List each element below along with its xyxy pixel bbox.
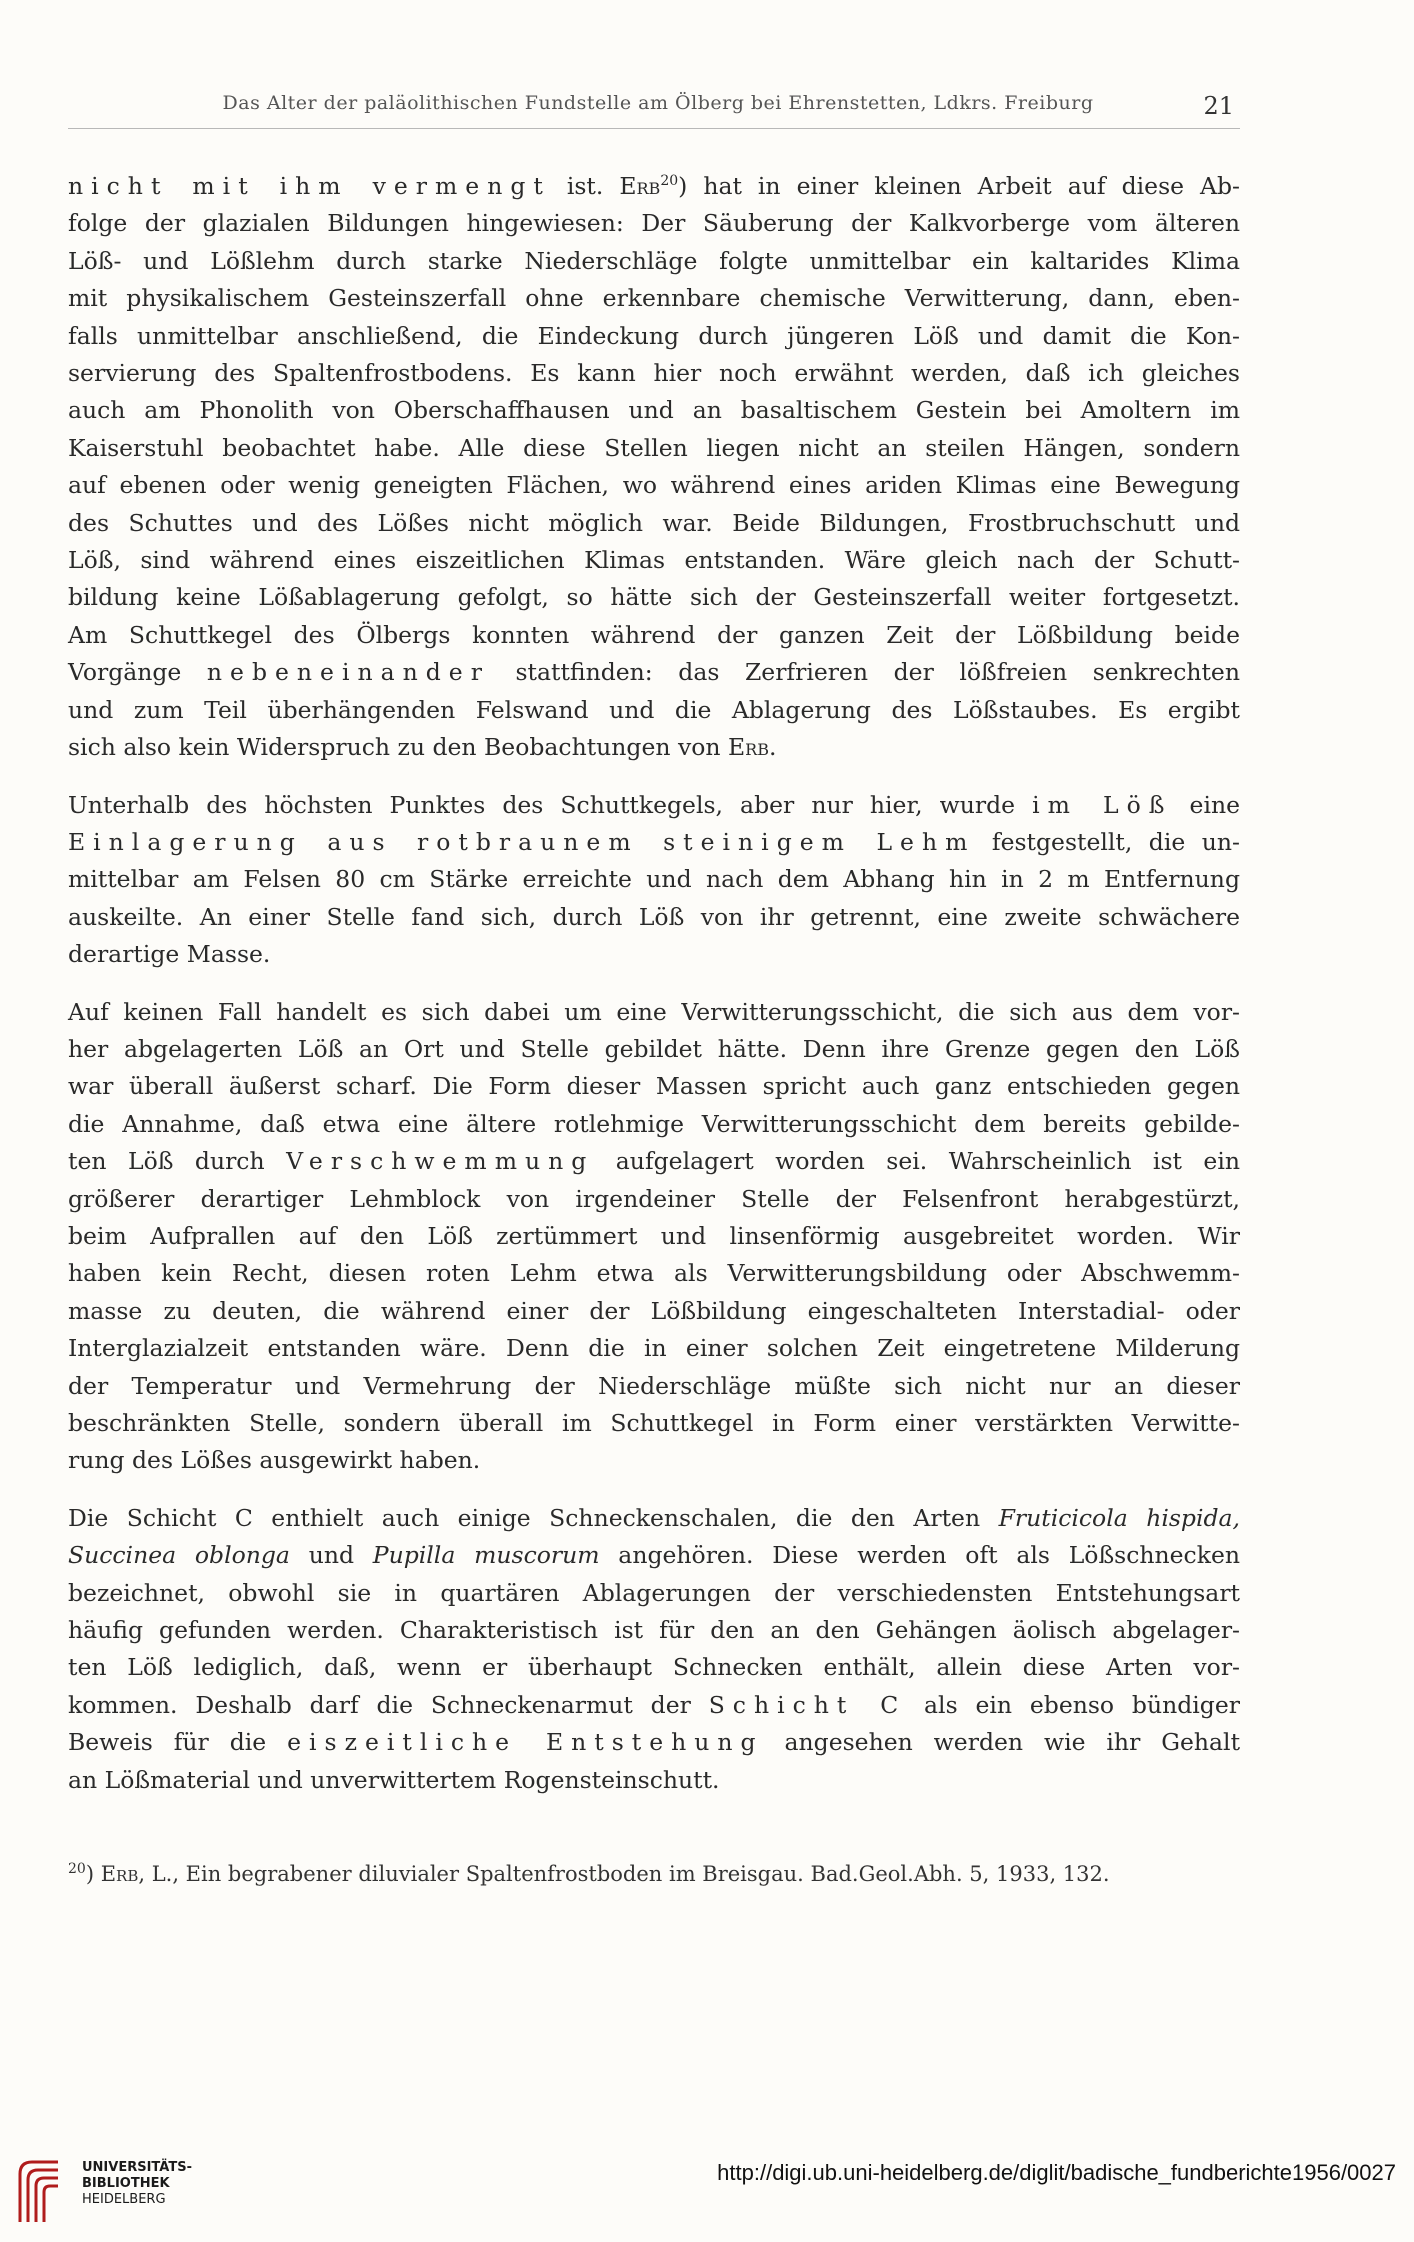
text-line: [68, 168, 1240, 205]
text-line: [68, 1031, 1240, 1068]
text-run: mit physikalischem Gesteinszerfall ohne erkennbare chemische Verwitterung, dann, eben-: [68, 284, 1240, 313]
text-run: Am Schuttkegel des Ölbergs konnten während der ganzen Zeit der Lößbildung beide: [68, 620, 1240, 649]
text-run: auskeilte. An einer Stelle fand sich, durch Löß von ihr getrennt, eine zweite schwächere: [68, 902, 1240, 931]
text-line: [68, 936, 1240, 973]
text-line: [68, 994, 1240, 1031]
text-run: Die Schicht C enthielt auch einige Schneckenschalen, die den Arten: [68, 1503, 999, 1532]
text-run: Interglazialzeit entstanden wäre. Denn die in einer solchen Zeit eingetretene Milderung: [68, 1334, 1240, 1363]
text-line: [68, 1068, 1240, 1105]
text-run: angesehen werden wie ihr Gehalt: [763, 1728, 1241, 1757]
text-run: bildung keine Lößablagerung gefolgt, so hätte sich der Gesteinszerfall weiter fortgesetzt.: [68, 583, 1240, 612]
text-run: und: [289, 1541, 373, 1570]
text-line: [68, 1218, 1240, 1255]
text-line: [68, 1293, 1240, 1330]
spaced-emphasis: nicht mit ihm vermengt: [68, 172, 551, 200]
text-run: ten Löß durch: [68, 1147, 287, 1176]
text-run: angehören. Diese werden oft als Lößschnecken: [599, 1541, 1240, 1570]
text-line: [68, 505, 1240, 542]
text-run: Löß, sind während eines eiszeitlichen Klimas entstanden. Wäre gleich nach der Schutt-: [68, 546, 1240, 575]
text-line: [68, 355, 1240, 392]
text-run: auf ebenen oder wenig geneigten Flächen, wo während eines ariden Klimas eine Bewegung: [68, 471, 1240, 500]
text-line: [68, 1405, 1240, 1442]
text-run: bezeichnet, obwohl sie in quartären Ablagerungen der verschiedensten Entstehungsart: [68, 1578, 1240, 1607]
text-line: [68, 243, 1240, 280]
text-run: ist.: [550, 172, 620, 200]
text-line: [68, 1762, 1240, 1799]
library-name: [82, 2160, 192, 2208]
spaced-emphasis: im Löß: [1032, 790, 1173, 819]
text-run: ) hat in einer kleinen Arbeit auf diese Ab-: [678, 172, 1240, 200]
text-run: größerer derartiger Lehmblock von irgendeiner Stelle der Felsenfront herabgestürzt,: [68, 1184, 1240, 1213]
text-run: eine: [1172, 790, 1240, 819]
text-line: [68, 1255, 1240, 1292]
text-line: [68, 1575, 1240, 1612]
text-run: häufig gefunden werden. Charakteristisch ist für den an den Gehängen äolisch abgelager-: [68, 1616, 1240, 1645]
text-line: [68, 579, 1240, 616]
author-name: Erb: [619, 172, 661, 200]
text-line: [68, 1724, 1240, 1761]
spaced-emphasis: eiszeitliche Entstehung: [287, 1728, 764, 1757]
text-run: Vorgänge: [68, 658, 207, 687]
text-line: [68, 1143, 1240, 1180]
text-run: .: [768, 733, 777, 762]
text-run: aufgelagert worden sei. Wahrscheinlich ist ein: [594, 1147, 1240, 1176]
text-line: [68, 692, 1240, 729]
text-line: [68, 280, 1240, 317]
text-line: [68, 318, 1240, 355]
spaced-emphasis: Verschwemmung: [286, 1147, 595, 1176]
text-run: beim Aufprallen auf den Löß zertümmert und linsenförmig ausgebreitet worden. Wir: [68, 1221, 1240, 1250]
text-run: Beweis für die: [68, 1728, 288, 1757]
text-line: [68, 899, 1240, 936]
text-run: folge der glazialen Bildungen hingewiesen: Der Säuberung der Kalkvorberge vom älteren: [68, 209, 1240, 238]
text-run: kommen. Deshalb darf die Schneckenarmut der: [68, 1690, 709, 1719]
text-run: falls unmittelbar anschließend, die Eindeckung durch jüngeren Löß und damit die Kon-: [68, 321, 1240, 350]
footnote-text: , L., Ein begrabener diluvialer Spaltenfrostboden im Breisgau. Bad.Geol.Abh. 5, 1933, 132.: [138, 1862, 1110, 1886]
text-run: war überall äußerst scharf. Die Form dieser Massen spricht auch ganz entschieden gegen: [68, 1072, 1240, 1101]
italic-species-name: Succinea oblonga: [68, 1541, 290, 1570]
paragraph: [68, 994, 1240, 1480]
paragraph: [68, 1500, 1240, 1799]
text-line: [68, 1330, 1240, 1367]
body-text: [68, 168, 1240, 1819]
text-run: beschränkten Stelle, sondern überall im Schuttkegel in Form einer verstärkten Verwitte-: [68, 1409, 1240, 1437]
text-line: [68, 1612, 1240, 1649]
text-run: rung des Lößes ausgewirkt haben.: [68, 1446, 481, 1475]
text-line: [68, 430, 1240, 467]
footnote-author: Erb: [100, 1862, 139, 1886]
page-number: 21: [1203, 92, 1234, 120]
text-run: des Schuttes und des Lößes nicht möglich war. Beide Bildungen, Frostbruchschutt und: [68, 508, 1240, 537]
spaced-emphasis: Schicht C: [708, 1690, 907, 1719]
text-line: [68, 824, 1240, 861]
spaced-emphasis: Einlagerung aus rotbraunem steinigem Lehm: [68, 827, 976, 856]
text-line: [68, 729, 1240, 766]
paragraph: [68, 787, 1240, 974]
library-name-line1: UNIVERSITÄTS-: [82, 2160, 192, 2175]
text-line: [68, 1368, 1240, 1405]
text-run: her abgelagerten Löß an Ort und Stelle gebildet hätte. Denn ihre Grenze gegen den Löß: [68, 1034, 1240, 1063]
text-run: mittelbar am Felsen 80 cm Stärke erreichte und nach dem Abhang hin in 2 m Entfernung: [68, 865, 1240, 894]
footnote-ref: 20: [660, 173, 679, 190]
spaced-emphasis: nebeneinander: [206, 658, 490, 687]
text-run: servierung des Spaltenfrostbodens. Es kann hier noch erwähnt werden, daß ich gleiches: [68, 359, 1240, 388]
italic-species-name: Pupilla muscorum: [372, 1541, 600, 1570]
footnote-marker: 20: [68, 1861, 86, 1877]
library-name-line3: HEIDELBERG: [82, 2192, 166, 2207]
running-title: Das Alter der paläolithischen Fundstelle am Ölberg bei Ehrenstetten, Ldkrs. Freiburg: [222, 92, 1094, 114]
text-line: [68, 1649, 1240, 1686]
text-run: sich also kein Widerspruch zu den Beobachtungen von: [68, 733, 729, 762]
text-run: ten Löß lediglich, daß, wenn er überhaupt Schnecken enthält, allein diese Arten vor-: [68, 1653, 1240, 1682]
text-run: der Temperatur und Vermehrung der Niederschläge müßte sich nicht nur an dieser: [68, 1371, 1240, 1400]
library-logo[interactable]: [12, 2152, 212, 2232]
text-line: [68, 654, 1240, 691]
text-line: [68, 1106, 1240, 1143]
text-line: [68, 467, 1240, 504]
text-run: als ein ebenso bündiger: [906, 1690, 1240, 1719]
italic-species-name: Fruticicola hispida,: [998, 1503, 1240, 1532]
text-run: haben kein Recht, diesen roten Lehm etwa als Verwitterungsbildung oder Abschwemm-: [68, 1259, 1240, 1288]
footnote: $^{20}$) Erb, L., Ein begrabener diluvialer Spaltenfrostboden im Breisgau. Bad.Geol.Abh. 5, 1933, 132.: [68, 1861, 1110, 1886]
text-run: festgestellt, die un-: [975, 827, 1240, 856]
header-rule: [68, 128, 1240, 129]
text-line: [68, 1687, 1240, 1724]
text-line: [68, 861, 1240, 898]
text-line: [68, 392, 1240, 429]
text-line: [68, 617, 1240, 654]
text-run: masse zu deuten, die während einer der Lößbildung eingeschalteten Interstadial- oder: [68, 1296, 1240, 1325]
text-line: [68, 1181, 1240, 1218]
text-run: Kaiserstuhl beobachtet habe. Alle diese Stellen liegen nicht an steilen Hängen, sondern: [68, 433, 1240, 462]
text-line: [68, 787, 1240, 824]
text-run: stattfinden: das Zerfrieren der lößfreien senkrechten: [489, 658, 1240, 687]
author-name: Erb: [728, 733, 769, 762]
library-name-line2: BIBLIOTHEK: [82, 2176, 170, 2191]
text-line: [68, 1500, 1240, 1537]
paragraph: [68, 168, 1240, 767]
text-run: Auf keinen Fall handelt es sich dabei um eine Verwitterungsschicht, die sich aus dem vor-: [68, 997, 1240, 1026]
text-run: und zum Teil überhängenden Felswand und die Ablagerung des Lößstaubes. Es ergibt: [68, 695, 1240, 724]
library-emblem-icon: [12, 2152, 72, 2232]
source-url[interactable]: http://digi.ub.uni-heidelberg.de/diglit/badische_fundberichte1956/0027: [717, 2160, 1396, 2185]
text-line: [68, 1537, 1240, 1574]
text-run: an Lößmaterial und unverwittertem Rogensteinschutt.: [68, 1765, 720, 1794]
text-run: die Annahme, daß etwa eine ältere rotlehmige Verwitterungsschicht dem bereits gebilde-: [68, 1109, 1240, 1138]
text-run: Unterhalb des höchsten Punktes des Schuttkegels, aber nur hier, wurde: [68, 790, 1033, 819]
text-line: [68, 542, 1240, 579]
text-run: derartige Masse.: [68, 940, 271, 969]
text-line: [68, 205, 1240, 242]
text-run: auch am Phonolith von Oberschaffhausen und an basaltischem Gestein bei Amoltern im: [68, 396, 1240, 425]
text-line: [68, 1442, 1240, 1479]
text-run: Löß- und Lößlehm durch starke Niederschläge folgte unmittelbar ein kaltarides Klima: [68, 246, 1240, 275]
